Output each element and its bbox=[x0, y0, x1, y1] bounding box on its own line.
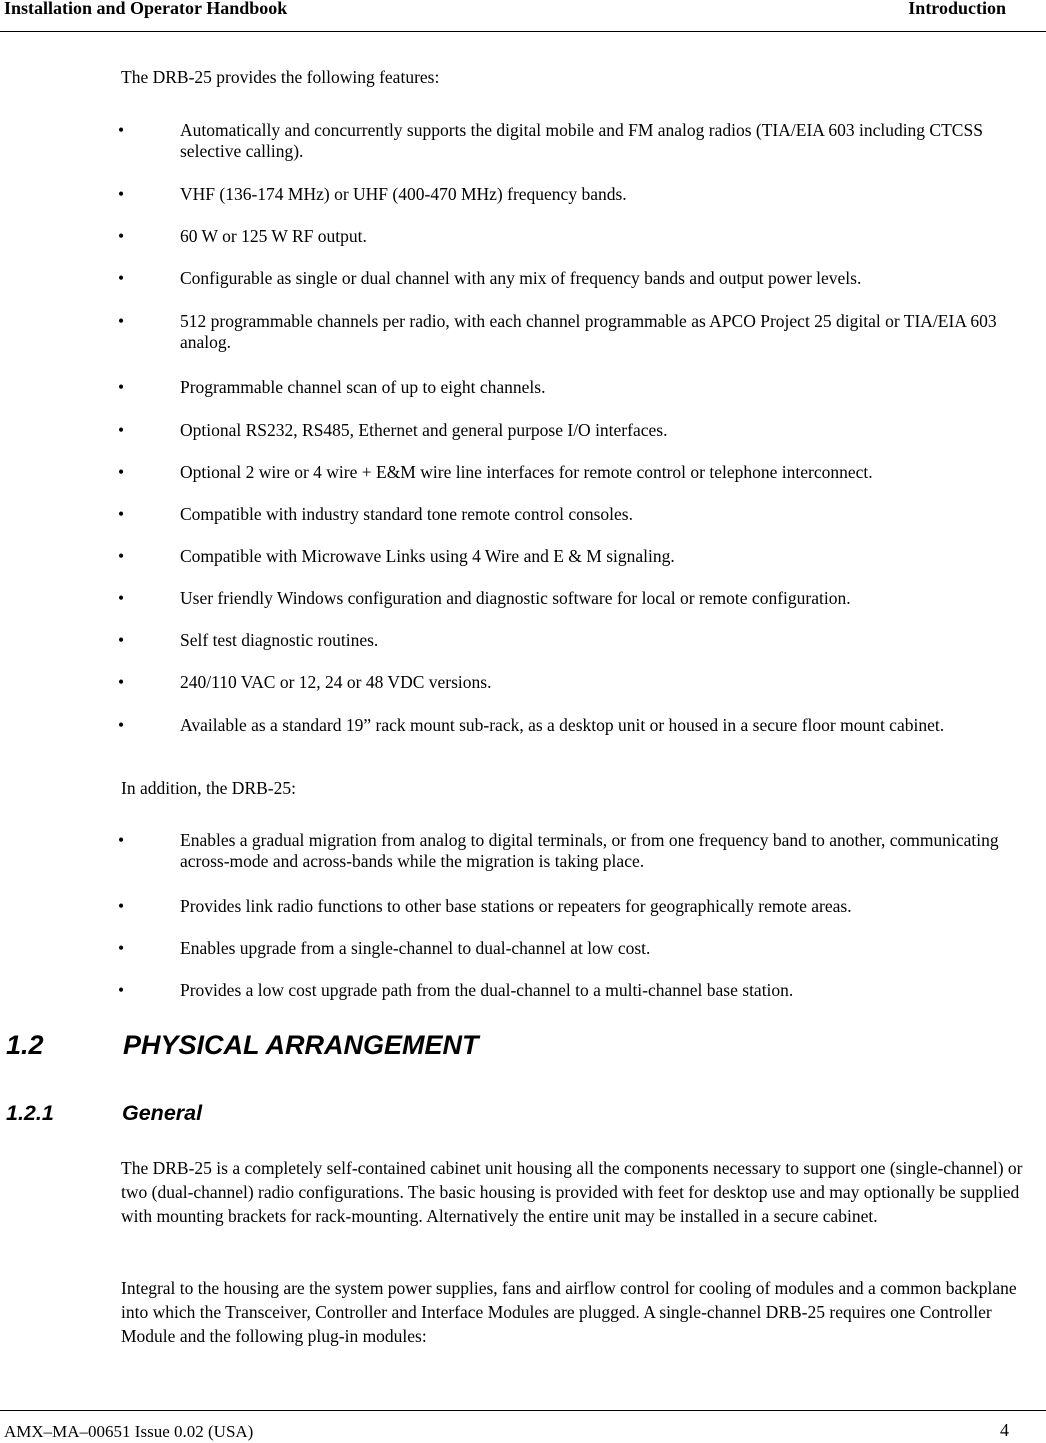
bullet-icon: • bbox=[118, 896, 125, 916]
header-title: Installation and Operator Handbook bbox=[4, 0, 288, 18]
page-number: 4 bbox=[1000, 1420, 1009, 1440]
bullet-icon: • bbox=[118, 226, 125, 246]
feature-text: 240/110 VAC or 12, 24 or 48 VDC versions. bbox=[180, 672, 492, 692]
section-title: PHYSICAL ARRANGEMENT bbox=[123, 1030, 479, 1060]
bullet-icon: • bbox=[118, 588, 125, 608]
bullet-icon: • bbox=[118, 420, 125, 440]
feature-text: Optional RS232, RS485, Ethernet and general purpose I/O interfaces. bbox=[180, 420, 668, 440]
addition-text: Provides link radio functions to other base stations or repeaters for geographically remote areas. bbox=[180, 896, 852, 916]
feature-text: Automatically and concurrently supports the digital mobile and FM analog radios (TIA/EIA 603 including CTCSS selective calling). bbox=[180, 120, 983, 161]
header-rule bbox=[0, 31, 1046, 32]
bullet-icon: • bbox=[118, 980, 125, 1000]
feature-text: Compatible with industry standard tone remote control consoles. bbox=[180, 504, 633, 524]
addition-text: Enables upgrade from a single-channel to dual-channel at low cost. bbox=[180, 938, 651, 958]
feature-text: Configurable as single or dual channel with any mix of frequency bands and output power levels. bbox=[180, 268, 862, 288]
feature-text: Available as a standard 19” rack mount sub-rack, as a desktop unit or housed in a secure floor mount cabinet. bbox=[180, 715, 945, 735]
feature-text: 60 W or 125 W RF output. bbox=[180, 226, 367, 246]
feature-text: VHF (136-174 MHz) or UHF (400-470 MHz) frequency bands. bbox=[180, 184, 627, 204]
footer-doc-id: AMX–MA–00651 Issue 0.02 (USA) bbox=[4, 1422, 254, 1441]
bullet-icon: • bbox=[118, 377, 125, 397]
feature-text: Self test diagnostic routines. bbox=[180, 630, 379, 650]
features-intro: The DRB-25 provides the following features: bbox=[121, 67, 440, 87]
addition-text: Enables a gradual migration from analog to digital terminals, or from one frequency band to another, communicating across-mode and across-bands while the migration is taking place. bbox=[180, 830, 999, 871]
section-number: 1.2 bbox=[6, 1030, 44, 1060]
feature-text: Optional 2 wire or 4 wire + E&M wire line interfaces for remote control or telephone interconnect. bbox=[180, 462, 873, 482]
subsection-number: 1.2.1 bbox=[6, 1101, 54, 1125]
feature-text: 512 programmable channels per radio, with each channel programmable as APCO Project 25 digital or TIA/EIA 603 analog. bbox=[180, 311, 997, 352]
footer-rule bbox=[0, 1410, 1046, 1411]
feature-text: Compatible with Microwave Links using 4 Wire and E & M signaling. bbox=[180, 546, 675, 566]
subsection-title: General bbox=[122, 1101, 203, 1125]
bullet-icon: • bbox=[118, 630, 125, 650]
feature-text: Programmable channel scan of up to eight channels. bbox=[180, 377, 546, 397]
bullet-icon: • bbox=[118, 830, 125, 850]
bullet-icon: • bbox=[118, 504, 125, 524]
paragraph: The DRB-25 is a completely self-contained cabinet unit housing all the components necessary to support one (single-channel) or two (dual-channel) radio configurations. The basic housing is provided with feet for desktop use and may optionally be supplied with mounting brackets for rack-mounting. Alternatively the entire unit may be installed in a secure cabinet. bbox=[121, 1158, 1023, 1226]
bullet-icon: • bbox=[118, 546, 125, 566]
bullet-icon: • bbox=[118, 672, 125, 692]
paragraph: Integral to the housing are the system power supplies, fans and airflow control for cooling of modules and a common backplane into which the Transceiver, Controller and Interface Modules are plugged. A single-channel DRB-25 requires one Controller Module and the following plug-in modules: bbox=[121, 1278, 1017, 1346]
bullet-icon: • bbox=[118, 462, 125, 482]
bullet-icon: • bbox=[118, 715, 125, 735]
bullet-icon: • bbox=[118, 268, 125, 288]
bullet-icon: • bbox=[118, 311, 125, 331]
feature-text: User friendly Windows configuration and diagnostic software for local or remote configuration. bbox=[180, 588, 851, 608]
header-section: Introduction bbox=[908, 0, 1006, 18]
bullet-icon: • bbox=[118, 184, 125, 204]
addition-text: Provides a low cost upgrade path from the dual-channel to a multi-channel base station. bbox=[180, 980, 794, 1000]
bullet-icon: • bbox=[118, 120, 125, 140]
additions-intro: In addition, the DRB-25: bbox=[121, 778, 296, 798]
bullet-icon: • bbox=[118, 938, 125, 958]
